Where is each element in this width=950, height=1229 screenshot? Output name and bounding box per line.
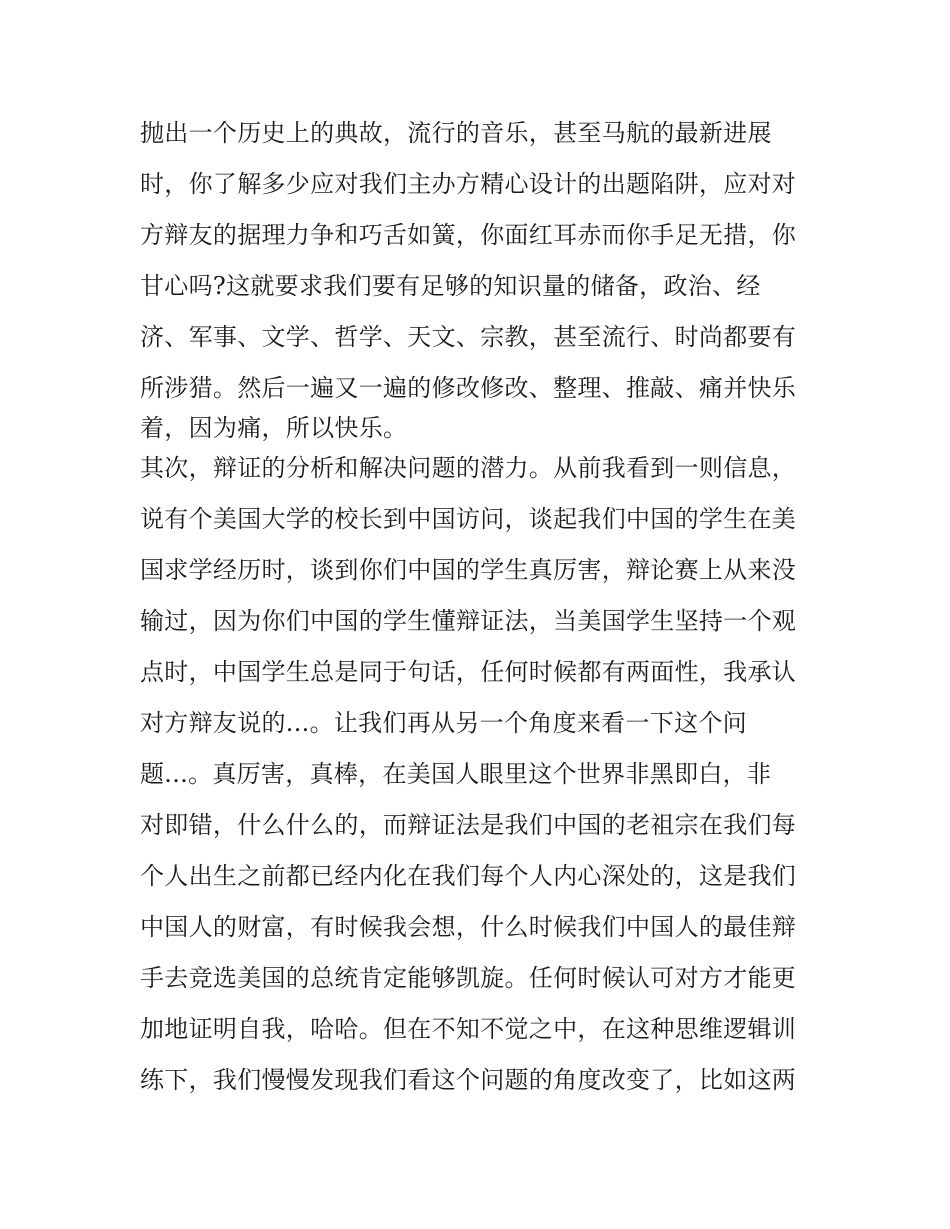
body-text xyxy=(140,108,830,1106)
text-line: 点时，中国学生总是同于句话，任何时候都有两面性，我承认 xyxy=(140,658,797,686)
text-line: 对即错，什么什么的，而辩证法是我们中国的老祖宗在我们每 xyxy=(140,811,797,839)
text-line: 题...。真厉害，真棒，在美国人眼里这个世界非黑即白，非 xyxy=(140,760,772,788)
text-line: 方辩友的据理力争和巧舌如簧，你面红耳赤而你手足无措，你 xyxy=(140,221,797,249)
text-line: 个人出生之前都已经内化在我们每个人内心深处的，这是我们 xyxy=(140,862,797,890)
text-line: 手去竞选美国的总统肯定能够凯旋。任何时候认可对方才能更 xyxy=(140,964,797,992)
text-line: 时，你了解多少应对我们主办方精心设计的出题陷阱，应对对 xyxy=(140,170,797,198)
text-line: 其次，辩证的分析和解决问题的潜力。从前我看到一则信息， xyxy=(140,454,797,482)
text-line: 练下，我们慢慢发现我们看这个问题的角度改变了，比如这两 xyxy=(140,1066,797,1094)
text-line: 加地证明自我，哈哈。但在不知不觉之中，在这种思维逻辑训 xyxy=(140,1015,797,1043)
text-line: 济、军事、文学、哲学、天文、宗教，甚至流行、时尚都要有 xyxy=(140,323,797,351)
text-line: 说有个美国大学的校长到中国访问，谈起我们中国的学生在美 xyxy=(140,505,797,533)
text-line: 对方辩友说的...。让我们再从另一个角度来看一下这个问 xyxy=(140,709,747,737)
text-line: 抛出一个历史上的典故，流行的音乐，甚至马航的最新进展 xyxy=(140,119,772,147)
text-line: 甘心吗?这就要求我们要有足够的知识量的储备，政治、经 xyxy=(140,272,761,300)
text-line: 着，因为痛，所以快乐。 xyxy=(140,414,408,442)
text-line: 所涉猎。然后一遍又一遍的修改修改、整理、推敲、痛并快乐 xyxy=(140,374,797,402)
text-line: 中国人的财富，有时候我会想，什么时候我们中国人的最佳辩 xyxy=(140,913,797,941)
text-line: 国求学经历时，谈到你们中国的学生真厉害，辩论赛上从来没 xyxy=(140,556,797,584)
text-line: 输过，因为你们中国的学生懂辩证法，当美国学生坚持一个观 xyxy=(140,607,797,635)
